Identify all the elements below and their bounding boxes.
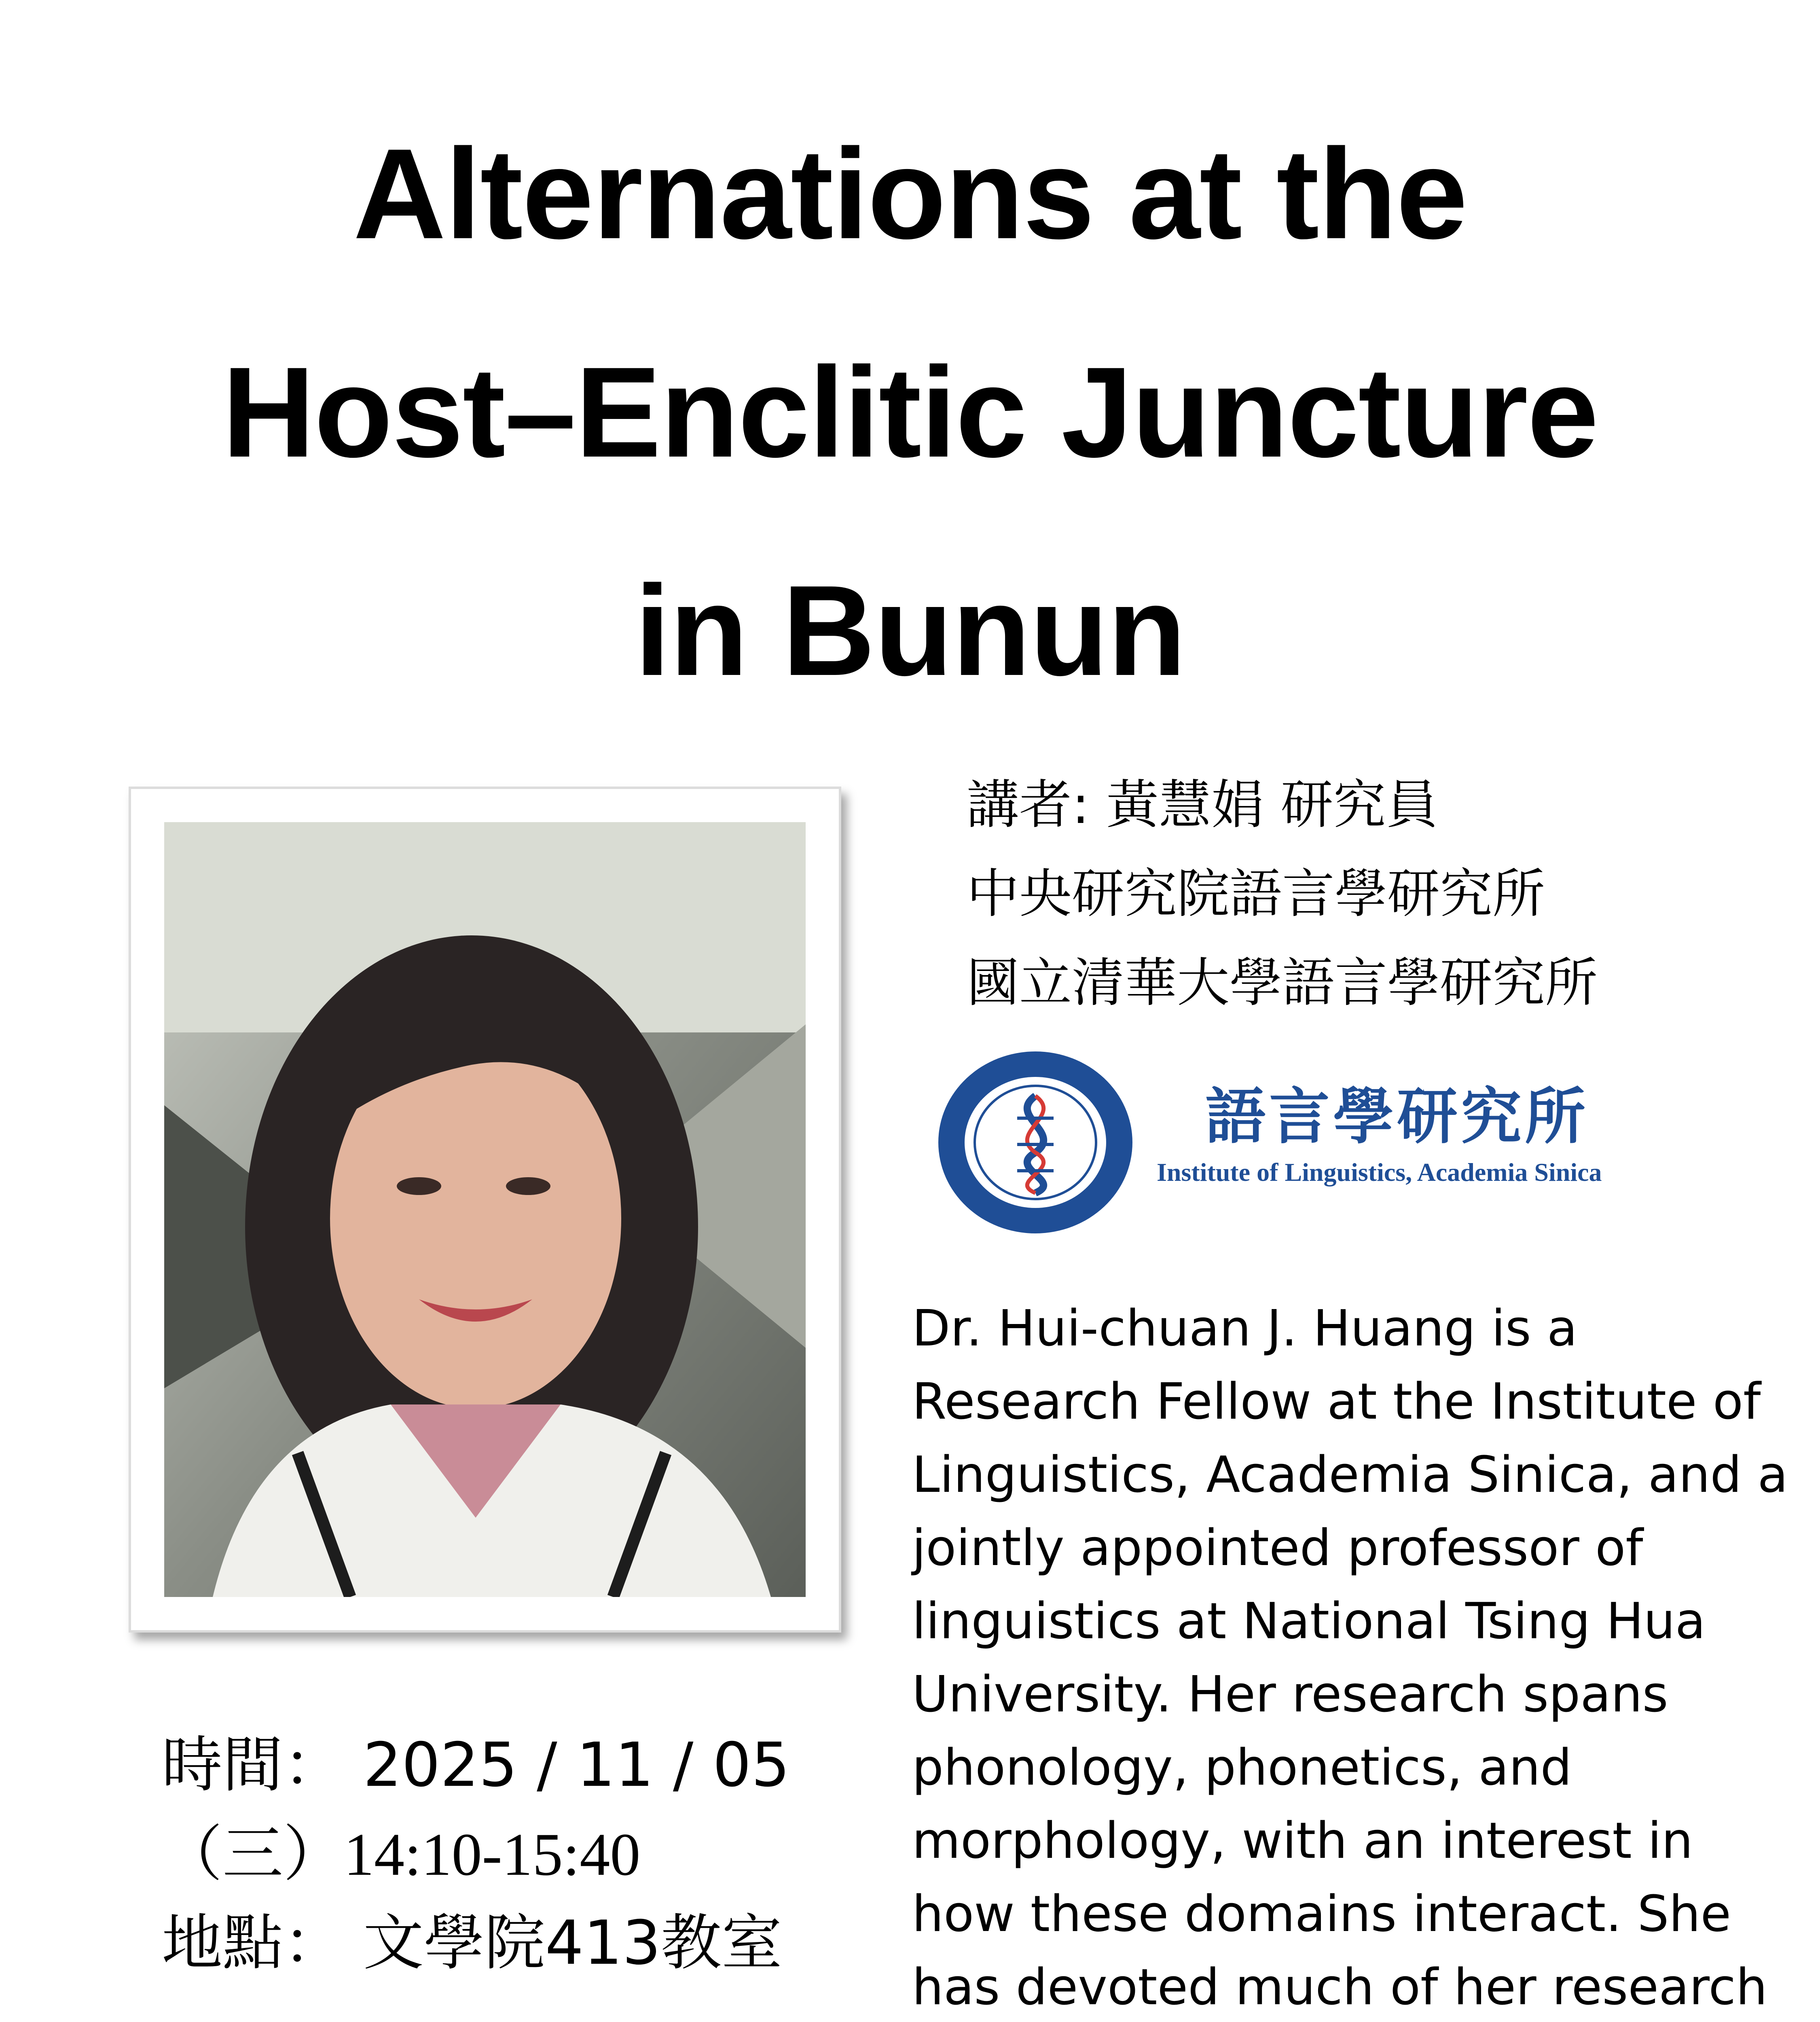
institute-logo-english: Institute of Linguistics, Academia Sinica — [1157, 1158, 1602, 1187]
event-weekday-row — [162, 1812, 790, 1901]
event-info — [162, 1723, 790, 1990]
event-title — [101, 85, 1719, 740]
speaker-affiliation-2: 國立清華大學語言學研究所 — [967, 952, 1598, 1013]
speaker-affiliation-1: 中央研究院語言學研究所 — [967, 863, 1545, 924]
event-date: 2025 / 11 / 05 — [363, 1730, 790, 1800]
title-line-1: Alternations at the — [353, 122, 1467, 266]
speaker-biography: Dr. Hui-chuan J. Huang is a Research Fellow at the Institute of Linguistics, Academia Sinica, and a jointly appointed professor of linguistics at National Tsing Hua University. Her research spans phonology, phonetics, and morphology, with an interest in how these domains interact. She has devoted much of her research — [912, 1300, 1788, 2016]
event-place-row — [162, 1901, 790, 1990]
portrait-image — [164, 822, 806, 1597]
place-label: 地點： — [162, 1908, 344, 1978]
title-line-3: in Bunun — [635, 559, 1185, 702]
speaker-name: 講者: 黃慧娟 研究員 — [967, 774, 1439, 835]
time-label: 時間： — [162, 1730, 344, 1800]
title-line-2: Host–Enclitic Juncture — [222, 341, 1598, 484]
institute-logo-cjk: 語言學研究所 — [1205, 1081, 1589, 1152]
event-time: 14:10-15:40 — [344, 1821, 641, 1888]
speaker-photo — [129, 787, 841, 1633]
academia-sinica-seal-icon — [934, 1047, 1136, 1239]
event-weekday: （三） — [162, 1819, 344, 1889]
speaker-info — [967, 760, 1598, 1027]
event-time-row — [162, 1723, 790, 1812]
event-place: 文學院413教室 — [363, 1908, 783, 1978]
